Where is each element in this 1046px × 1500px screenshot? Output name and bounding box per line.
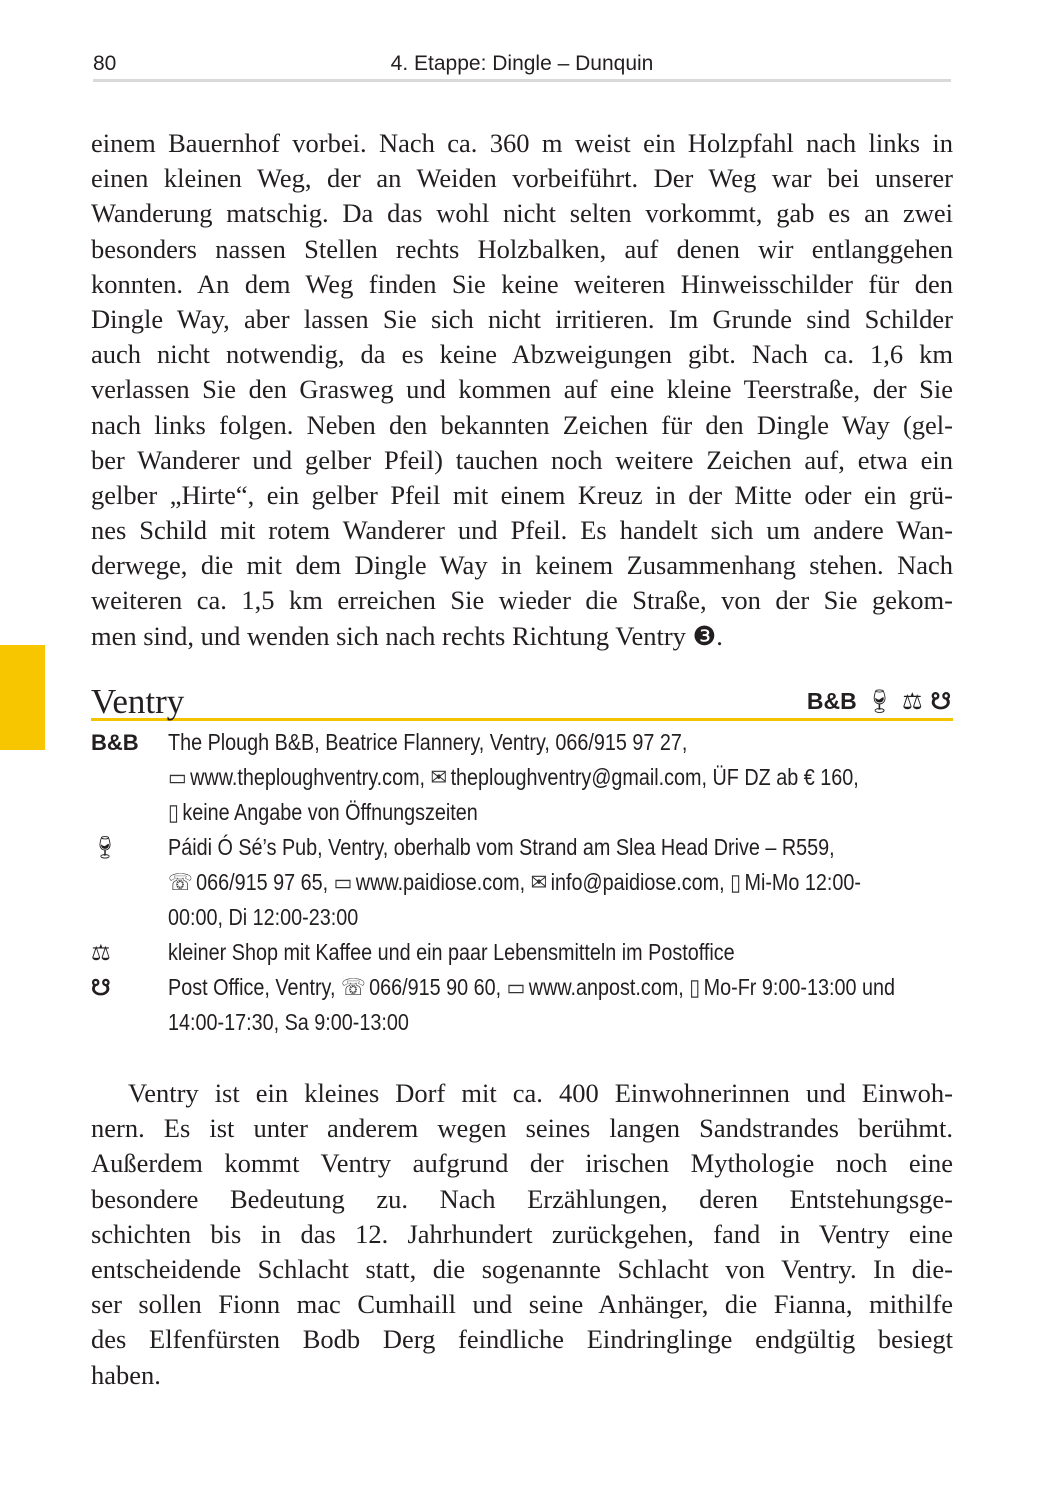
shop-description: kleiner Shop mit Kaffee und ein paar Lebensmitteln im Postoffice bbox=[168, 939, 735, 965]
post-name: Post Office, Ventry, bbox=[168, 974, 336, 1000]
email-icon: ✉ bbox=[530, 869, 548, 895]
info-post bbox=[91, 970, 961, 1040]
email-icon: ✉ bbox=[430, 764, 448, 790]
door-icon: ▯ bbox=[730, 869, 742, 895]
pub-hours: Mi-Mo 12:00- bbox=[744, 869, 861, 895]
post-hours: Mo-Fr 9:00-13:00 und bbox=[703, 974, 895, 1000]
wine-glass-icon: 🍷︎ bbox=[864, 688, 894, 714]
info-bnb bbox=[91, 725, 961, 830]
text-line: Ventry ist ein kleines Dorf mit ca. 400 Einwohnerinnen und Einwoh- bbox=[128, 1078, 953, 1108]
pub-phone: 066/915 97 65, bbox=[196, 869, 329, 895]
text-line: ser sollen Fionn mac Cumhaill und seine Anhänger, die Fianna, mithilfe bbox=[91, 1289, 953, 1320]
text-line: schichten bis in das 12. Jahrhundert zurückgehen, fand in Ventry eine bbox=[91, 1218, 953, 1249]
shop-icon: ⚖︎ bbox=[901, 688, 923, 714]
info-pub bbox=[91, 830, 961, 935]
bnb-website[interactable]: www.theploughventry.com, bbox=[190, 764, 426, 790]
door-icon: ▯ bbox=[168, 799, 179, 825]
text-line: einem Bauernhof vorbei. Nach ca. 360 m weist ein Holzpfahl nach links in bbox=[91, 128, 953, 158]
post-horn-icon: ☋ bbox=[91, 975, 111, 1000]
section-icons bbox=[807, 688, 951, 715]
computer-icon: ▭ bbox=[168, 764, 187, 790]
phone-icon: ☏ bbox=[340, 974, 366, 1000]
pub-name: Páidi Ó Sé’s Pub, Ventry, oberhalb vom Strand am Slea Head Drive – R559, bbox=[168, 834, 835, 860]
computer-icon: ▭ bbox=[506, 974, 526, 1000]
door-icon: ▯ bbox=[689, 974, 701, 1000]
text-line: gelber „Hirte“, ein gelber Pfeil mit einem Kreuz in der Mitte oder ein grü- bbox=[91, 479, 953, 510]
pub-website[interactable]: www.paidiose.com, bbox=[355, 869, 526, 895]
bnb-hours: keine Angabe von Öffnungszeiten bbox=[182, 799, 478, 825]
text-line: Wanderung matschig. Da das wohl nicht selten vorkommt, gab es an zwei bbox=[91, 198, 953, 229]
info-shop bbox=[91, 935, 961, 970]
text-line: des Elfenfürsten Bodb Derg feindliche Eindringlinge endgültig besiegt bbox=[91, 1324, 953, 1355]
text-line: konnten. An dem Weg finden Sie keine weiteren Hinweisschilder für den bbox=[91, 268, 953, 299]
bnb-symbol: B&B bbox=[91, 730, 139, 755]
text-line: Außerdem kommt Ventry aufgrund der irischen Mythologie noch eine bbox=[91, 1148, 953, 1179]
bnb-name: The Plough B&B, Beatrice Flannery, Ventry, 066/915 97 27, bbox=[168, 729, 688, 755]
computer-icon: ▭ bbox=[333, 869, 353, 895]
running-header bbox=[93, 52, 951, 82]
text-line: nach links folgen. Neben den bekannten Zeichen für den Dingle Way (gel- bbox=[91, 409, 953, 440]
text-line: verlassen Sie den Grasweg und kommen auf eine kleine Teerstraße, der Sie bbox=[91, 374, 953, 405]
text-line: einen kleinen Weg, der an Weiden vorbeiführt. Der Weg war bei unserer bbox=[91, 163, 953, 194]
text-line: weiteren ca. 1,5 km erreichen Sie wieder die Straße, von der Sie gekom- bbox=[91, 585, 953, 616]
section-title: Ventry bbox=[91, 682, 185, 721]
bnb-email[interactable]: theploughventry@gmail.com, ÜF DZ ab € 160, bbox=[450, 764, 859, 790]
text-line: besonders nassen Stellen rechts Holzbalken, auf denen wir entlanggehen bbox=[91, 233, 953, 264]
text-line: men sind, und wenden sich nach rechts Richtung Ventry ❸. bbox=[91, 620, 723, 651]
paragraph-1 bbox=[91, 126, 953, 654]
text-line: besondere Bedeutung zu. Nach Erzählungen, deren Entstehungsge- bbox=[91, 1183, 953, 1214]
phone-icon: ☏ bbox=[168, 869, 193, 895]
post-phone: 066/915 90 60, bbox=[369, 974, 502, 1000]
bnb-label: B&B bbox=[806, 688, 857, 714]
text-line: nern. Es ist unter anderem wegen seines langen Sandstrandes berühmt. bbox=[91, 1113, 953, 1144]
text-line: haben. bbox=[91, 1359, 161, 1390]
shop-icon: ⚖︎ bbox=[91, 940, 111, 965]
paragraph-2 bbox=[91, 1076, 953, 1393]
text-line: Dingle Way, aber lassen Sie sich nicht irritieren. Im Grunde sind Schilder bbox=[91, 303, 953, 334]
post-hours-cont: 14:00-17:30, Sa 9:00-13:00 bbox=[168, 1009, 409, 1035]
text-line: entscheidende Schlacht statt, die sogenannte Schlacht von Ventry. In die- bbox=[91, 1253, 953, 1284]
text-line: auch nicht notwendig, da es keine Abzweigungen gibt. Nach ca. 1,6 km bbox=[91, 339, 953, 370]
text-line: nes Schild mit rotem Wanderer und Pfeil. Es handelt sich um andere Wan- bbox=[91, 515, 953, 546]
pub-hours-cont: 00:00, Di 12:00-23:00 bbox=[168, 904, 359, 930]
chapter-tab-marker bbox=[0, 645, 45, 750]
text-line: ber Wanderer und gelber Pfeil) tauchen noch weitere Zeichen auf, etwa ein bbox=[91, 444, 953, 475]
page-number: 80 bbox=[93, 52, 117, 75]
text-line: derwege, die mit dem Dingle Way in keinem Zusammenhang stehen. Nach bbox=[91, 550, 953, 581]
post-website[interactable]: www.anpost.com, bbox=[528, 974, 684, 1000]
pub-email[interactable]: info@paidiose.com, bbox=[550, 869, 725, 895]
info-list bbox=[91, 725, 961, 1040]
post-horn-icon: ☋ bbox=[930, 688, 951, 714]
section-heading bbox=[91, 682, 953, 721]
wine-glass-icon: 🍷︎ bbox=[91, 835, 119, 860]
chapter-title: 4. Etappe: Dingle – Dunquin bbox=[390, 52, 654, 75]
